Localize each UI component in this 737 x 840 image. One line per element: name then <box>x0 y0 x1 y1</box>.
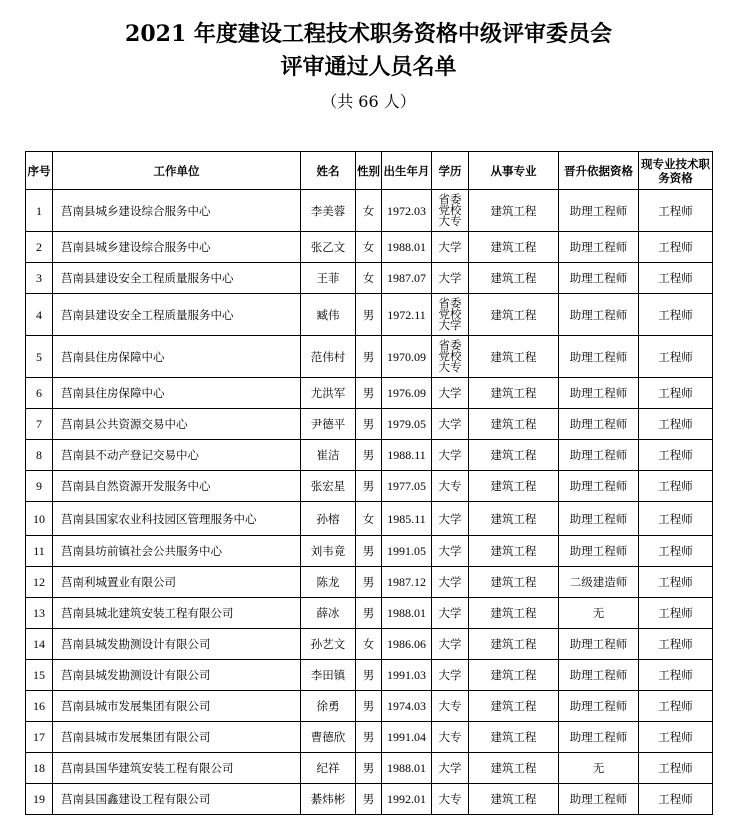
cell-basis: 助理工程师 <box>559 409 639 440</box>
cell-current-title: 工程师 <box>639 502 713 536</box>
cell-number: 19 <box>26 784 53 815</box>
table-row <box>26 660 713 691</box>
cell-number: 3 <box>26 263 53 294</box>
cell-basis: 助理工程师 <box>559 784 639 815</box>
cell-current-title: 工程师 <box>639 471 713 502</box>
cell-number: 4 <box>26 294 53 336</box>
cell-unit: 莒南县住房保障中心 <box>53 336 301 378</box>
cell-major: 建筑工程 <box>469 536 559 567</box>
cell-birth: 1987.07 <box>382 263 432 294</box>
table-row <box>26 502 713 536</box>
cell-name: 范伟村 <box>301 336 356 378</box>
cell-name: 张乙文 <box>301 232 356 263</box>
cell-gender: 男 <box>356 409 382 440</box>
cell-number: 9 <box>26 471 53 502</box>
cell-number: 5 <box>26 336 53 378</box>
cell-current-title: 工程师 <box>639 440 713 471</box>
cell-unit: 莒南县城北建筑安装工程有限公司 <box>53 598 301 629</box>
table-row <box>26 784 713 815</box>
cell-name: 陈龙 <box>301 567 356 598</box>
cell-number: 11 <box>26 536 53 567</box>
table-row <box>26 409 713 440</box>
cell-number: 10 <box>26 502 53 536</box>
cell-major: 建筑工程 <box>469 629 559 660</box>
cell-unit: 莒南县建设安全工程质量服务中心 <box>53 263 301 294</box>
cell-birth: 1988.11 <box>382 440 432 471</box>
table-row <box>26 190 713 232</box>
cell-current-title: 工程师 <box>639 378 713 409</box>
cell-education: 大学 <box>432 378 469 409</box>
cell-basis: 助理工程师 <box>559 502 639 536</box>
cell-basis: 二级建造师 <box>559 567 639 598</box>
cell-birth: 1991.03 <box>382 660 432 691</box>
cell-basis: 助理工程师 <box>559 536 639 567</box>
cell-education: 大学 <box>432 502 469 536</box>
cell-birth: 1992.01 <box>382 784 432 815</box>
cell-gender: 女 <box>356 190 382 232</box>
cell-education: 大专 <box>432 471 469 502</box>
cell-unit: 莒南县国鑫建设工程有限公司 <box>53 784 301 815</box>
cell-gender: 女 <box>356 502 382 536</box>
cell-education: 大专 <box>432 784 469 815</box>
cell-basis: 助理工程师 <box>559 691 639 722</box>
cell-unit: 莒南县国华建筑安装工程有限公司 <box>53 753 301 784</box>
col-header-current-title: 现专业技术职务资格 <box>639 152 713 190</box>
cell-current-title: 工程师 <box>639 232 713 263</box>
col-header-number: 序号 <box>26 152 53 190</box>
cell-gender: 男 <box>356 378 382 409</box>
cell-education: 大专 <box>432 722 469 753</box>
cell-birth: 1986.06 <box>382 629 432 660</box>
cell-gender: 男 <box>356 536 382 567</box>
cell-number: 8 <box>26 440 53 471</box>
cell-basis: 助理工程师 <box>559 440 639 471</box>
cell-birth: 1974.03 <box>382 691 432 722</box>
cell-name: 曹德欣 <box>301 722 356 753</box>
cell-number: 15 <box>26 660 53 691</box>
cell-name: 李美蓉 <box>301 190 356 232</box>
cell-gender: 女 <box>356 629 382 660</box>
cell-gender: 男 <box>356 471 382 502</box>
cell-name: 崔洁 <box>301 440 356 471</box>
cell-basis: 助理工程师 <box>559 294 639 336</box>
table-row <box>26 691 713 722</box>
cell-number: 17 <box>26 722 53 753</box>
cell-major: 建筑工程 <box>469 232 559 263</box>
cell-birth: 1991.04 <box>382 722 432 753</box>
cell-number: 6 <box>26 378 53 409</box>
cell-name: 徐勇 <box>301 691 356 722</box>
cell-gender: 男 <box>356 784 382 815</box>
cell-gender: 男 <box>356 753 382 784</box>
cell-education: 省委党校大专 <box>432 336 469 378</box>
cell-unit: 莒南县自然资源开发服务中心 <box>53 471 301 502</box>
cell-name: 尹德平 <box>301 409 356 440</box>
cell-unit: 莒南县不动产登记交易中心 <box>53 440 301 471</box>
cell-basis: 助理工程师 <box>559 378 639 409</box>
cell-basis: 助理工程师 <box>559 336 639 378</box>
cell-current-title: 工程师 <box>639 263 713 294</box>
cell-unit: 莒南县国家农业科技园区管理服务中心 <box>53 502 301 536</box>
cell-education: 大学 <box>432 598 469 629</box>
cell-number: 18 <box>26 753 53 784</box>
cell-gender: 男 <box>356 598 382 629</box>
cell-gender: 男 <box>356 567 382 598</box>
cell-education: 大学 <box>432 232 469 263</box>
cell-education: 省委党校大学 <box>432 294 469 336</box>
document-title-line2: 评审通过人员名单 <box>280 54 457 80</box>
cell-current-title: 工程师 <box>639 691 713 722</box>
cell-education: 大学 <box>432 440 469 471</box>
cell-birth: 1972.03 <box>382 190 432 232</box>
cell-number: 7 <box>26 409 53 440</box>
cell-major: 建筑工程 <box>469 598 559 629</box>
document-title-line1: 2021 年度建设工程技术职务资格中级评审委员会 <box>125 21 612 47</box>
cell-basis: 无 <box>559 598 639 629</box>
cell-education: 大学 <box>432 629 469 660</box>
cell-name: 薛冰 <box>301 598 356 629</box>
cell-education: 大学 <box>432 536 469 567</box>
table-row <box>26 294 713 336</box>
cell-major: 建筑工程 <box>469 722 559 753</box>
cell-major: 建筑工程 <box>469 409 559 440</box>
cell-major: 建筑工程 <box>469 378 559 409</box>
col-header-education: 学历 <box>432 152 469 190</box>
cell-unit: 莒南县建设安全工程质量服务中心 <box>53 294 301 336</box>
cell-unit: 莒南县城市发展集团有限公司 <box>53 722 301 753</box>
cell-major: 建筑工程 <box>469 471 559 502</box>
cell-birth: 1976.09 <box>382 378 432 409</box>
table-row <box>26 232 713 263</box>
cell-major: 建筑工程 <box>469 263 559 294</box>
cell-birth: 1972.11 <box>382 294 432 336</box>
cell-name: 臧伟 <box>301 294 356 336</box>
cell-current-title: 工程师 <box>639 409 713 440</box>
cell-name: 綦炜彬 <box>301 784 356 815</box>
cell-current-title: 工程师 <box>639 336 713 378</box>
table-row <box>26 440 713 471</box>
cell-education: 大学 <box>432 660 469 691</box>
cell-number: 16 <box>26 691 53 722</box>
cell-education: 大专 <box>432 691 469 722</box>
cell-number: 2 <box>26 232 53 263</box>
cell-number: 14 <box>26 629 53 660</box>
table-row <box>26 263 713 294</box>
cell-birth: 1991.05 <box>382 536 432 567</box>
cell-basis: 助理工程师 <box>559 190 639 232</box>
cell-name: 尤洪军 <box>301 378 356 409</box>
col-header-gender: 性别 <box>356 152 382 190</box>
cell-current-title: 工程师 <box>639 190 713 232</box>
cell-education: 省委党校大专 <box>432 190 469 232</box>
cell-gender: 女 <box>356 232 382 263</box>
cell-current-title: 工程师 <box>639 536 713 567</box>
table-row <box>26 567 713 598</box>
cell-current-title: 工程师 <box>639 722 713 753</box>
cell-gender: 男 <box>356 722 382 753</box>
cell-name: 孙榕 <box>301 502 356 536</box>
cell-birth: 1977.05 <box>382 471 432 502</box>
table-row <box>26 753 713 784</box>
cell-education: 大学 <box>432 753 469 784</box>
total-count: （共 66 人） <box>321 92 416 111</box>
cell-gender: 男 <box>356 660 382 691</box>
cell-gender: 男 <box>356 294 382 336</box>
col-header-unit: 工作单位 <box>53 152 301 190</box>
cell-education: 大学 <box>432 567 469 598</box>
cell-current-title: 工程师 <box>639 660 713 691</box>
cell-current-title: 工程师 <box>639 294 713 336</box>
cell-birth: 1985.11 <box>382 502 432 536</box>
cell-major: 建筑工程 <box>469 190 559 232</box>
cell-major: 建筑工程 <box>469 691 559 722</box>
table-row <box>26 598 713 629</box>
table-row <box>26 378 713 409</box>
personnel-table <box>25 151 713 815</box>
table-row <box>26 629 713 660</box>
cell-major: 建筑工程 <box>469 502 559 536</box>
table-header-row <box>26 152 713 190</box>
cell-unit: 莒南县城发勘测设计有限公司 <box>53 660 301 691</box>
cell-current-title: 工程师 <box>639 629 713 660</box>
cell-name: 纪祥 <box>301 753 356 784</box>
cell-number: 1 <box>26 190 53 232</box>
cell-basis: 助理工程师 <box>559 263 639 294</box>
cell-gender: 女 <box>356 263 382 294</box>
cell-basis: 助理工程师 <box>559 629 639 660</box>
col-header-basis: 晋升依据资格 <box>559 152 639 190</box>
cell-current-title: 工程师 <box>639 753 713 784</box>
cell-major: 建筑工程 <box>469 440 559 471</box>
cell-basis: 无 <box>559 753 639 784</box>
cell-name: 王菲 <box>301 263 356 294</box>
cell-major: 建筑工程 <box>469 660 559 691</box>
col-header-birth: 出生年月 <box>382 152 432 190</box>
cell-gender: 男 <box>356 440 382 471</box>
cell-name: 张宏星 <box>301 471 356 502</box>
cell-unit: 莒南县城乡建设综合服务中心 <box>53 232 301 263</box>
cell-unit: 莒南利城置业有限公司 <box>53 567 301 598</box>
cell-birth: 1988.01 <box>382 598 432 629</box>
cell-current-title: 工程师 <box>639 598 713 629</box>
cell-current-title: 工程师 <box>639 567 713 598</box>
cell-basis: 助理工程师 <box>559 232 639 263</box>
cell-birth: 1979.05 <box>382 409 432 440</box>
cell-major: 建筑工程 <box>469 336 559 378</box>
table-row <box>26 336 713 378</box>
cell-basis: 助理工程师 <box>559 660 639 691</box>
col-header-major: 从事专业 <box>469 152 559 190</box>
cell-birth: 1988.01 <box>382 232 432 263</box>
cell-unit: 莒南县公共资源交易中心 <box>53 409 301 440</box>
col-header-name: 姓名 <box>301 152 356 190</box>
cell-birth: 1988.01 <box>382 753 432 784</box>
cell-basis: 助理工程师 <box>559 722 639 753</box>
cell-unit: 莒南县住房保障中心 <box>53 378 301 409</box>
cell-name: 李田镇 <box>301 660 356 691</box>
cell-gender: 男 <box>356 691 382 722</box>
cell-birth: 1987.12 <box>382 567 432 598</box>
cell-unit: 莒南县坊前镇社会公共服务中心 <box>53 536 301 567</box>
cell-name: 孙艺文 <box>301 629 356 660</box>
cell-major: 建筑工程 <box>469 753 559 784</box>
cell-number: 12 <box>26 567 53 598</box>
cell-current-title: 工程师 <box>639 784 713 815</box>
cell-number: 13 <box>26 598 53 629</box>
cell-gender: 男 <box>356 336 382 378</box>
cell-major: 建筑工程 <box>469 784 559 815</box>
table-row <box>26 722 713 753</box>
cell-major: 建筑工程 <box>469 294 559 336</box>
cell-basis: 助理工程师 <box>559 471 639 502</box>
cell-major: 建筑工程 <box>469 567 559 598</box>
table-row <box>26 536 713 567</box>
cell-unit: 莒南县城市发展集团有限公司 <box>53 691 301 722</box>
table-row <box>26 471 713 502</box>
cell-education: 大学 <box>432 409 469 440</box>
cell-birth: 1970.09 <box>382 336 432 378</box>
cell-name: 刘韦竟 <box>301 536 356 567</box>
cell-education: 大学 <box>432 263 469 294</box>
cell-unit: 莒南县城乡建设综合服务中心 <box>53 190 301 232</box>
table-body <box>26 190 713 815</box>
cell-unit: 莒南县城发勘测设计有限公司 <box>53 629 301 660</box>
